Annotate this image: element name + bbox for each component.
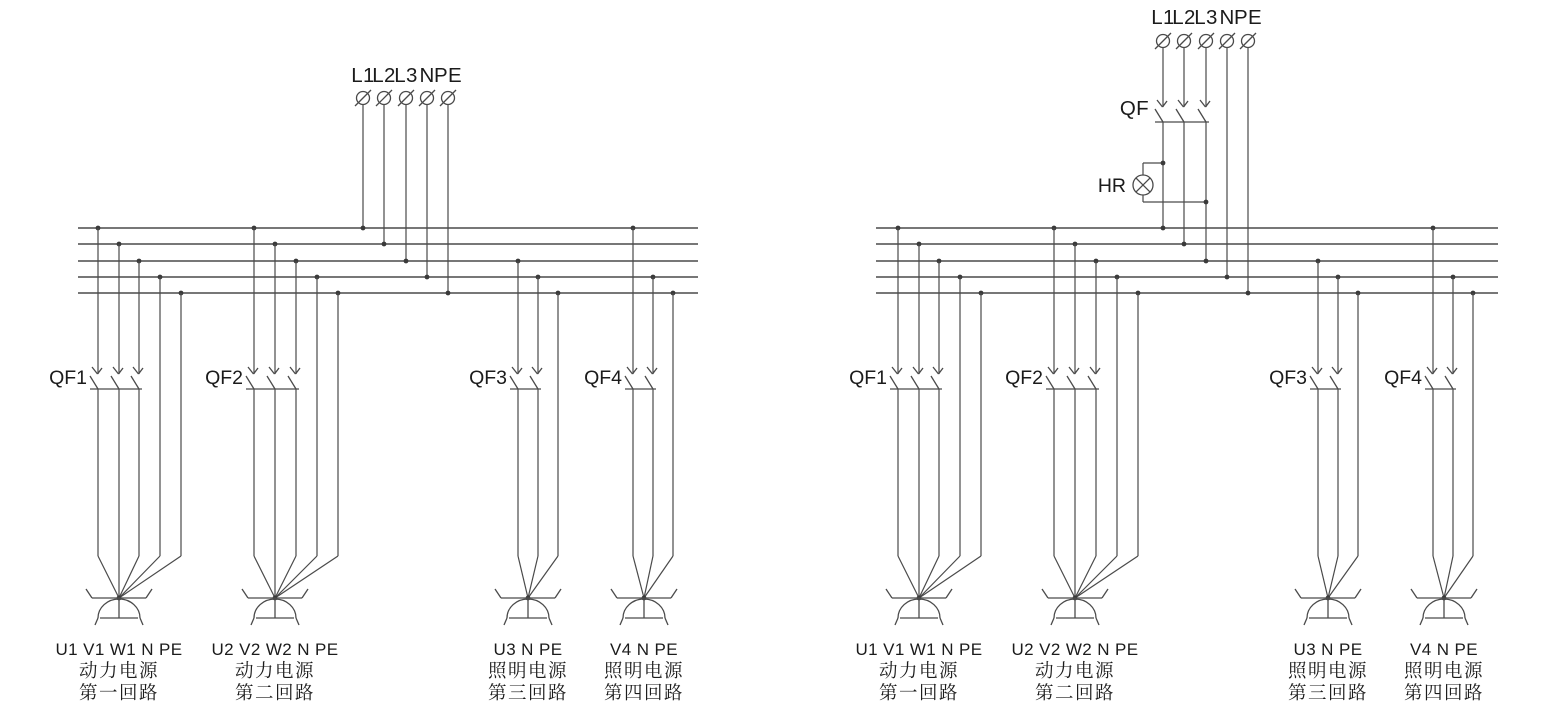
breaker-chevron-icon [933,367,939,374]
supply-terminal-icon [1176,33,1192,49]
feeder-circuit [49,226,183,703]
breaker-pole-icon [510,367,522,389]
feeder-breaker-label: QF3 [469,367,507,389]
socket-foot-icon [1465,618,1468,625]
breaker-chevron-icon [627,367,633,374]
breaker-chevron-icon [113,367,119,374]
feeder-taper-wire [254,556,275,598]
breaker-blade-icon [1046,376,1054,389]
junction-dot [382,242,387,247]
feeder-circuit [469,259,568,703]
breaker-chevron-icon [647,367,653,374]
socket-foot-icon [140,618,143,625]
breaker-blade-icon [90,376,98,389]
breaker-blade-icon [131,376,139,389]
output-terminals-label: U2 V2 W2 N PE [1011,640,1139,659]
breaker-chevron-icon [532,367,538,374]
feeder-breaker-label: QF4 [1384,367,1422,389]
socket-foot-icon [1304,618,1307,625]
breaker-blade-icon [645,376,653,389]
socket-wing-icon [555,589,561,598]
terminal-slash-icon [376,90,392,106]
breaker-chevron-icon [1178,100,1184,107]
supply-terminal-icon [1240,33,1256,49]
circuit-number-label: 第一回路 [78,682,160,703]
circuit-number-label: 第一回路 [878,682,960,703]
supply-terminal-icon [376,90,392,106]
indicator-lamp-icon [1133,175,1153,195]
breaker-pole-icon [645,367,657,389]
breaker-chevron-icon [1200,100,1206,107]
socket-wing-icon [611,589,617,598]
junction-dot [1225,275,1230,280]
breaker-chevron-icon [1090,367,1096,374]
breaker-pole-icon [530,367,542,389]
socket-wing-icon [495,589,501,598]
breaker-pole-icon [625,367,637,389]
socket-outlet-icon [1295,589,1361,625]
breaker-blade-icon [246,376,254,389]
breaker-blade-icon [911,376,919,389]
feeder-circuit [584,226,684,703]
socket-foot-icon [251,618,254,625]
breaker-pole-icon [890,367,902,389]
incoming-phase-label: N [419,64,435,87]
circuit-number-label: 第四回路 [603,682,685,703]
circuit-number-label: 第二回路 [1034,682,1116,703]
feeder-breaker-label: QF2 [1005,367,1043,389]
junction-dot [1161,161,1166,166]
breaker-pole-icon [1176,100,1188,122]
socket-foot-icon [549,618,552,625]
socket-wing-icon [671,589,677,598]
output-terminals-label: V4 N PE [610,640,678,659]
incoming-phase-label: L3 [394,64,418,87]
junction-dot [446,291,451,296]
breaker-chevron-icon [1427,367,1433,374]
terminal-slash-icon [398,90,414,106]
breaker-blade-icon [1088,376,1096,389]
junction-dot [1204,200,1209,205]
breaker-chevron-icon [1157,100,1163,107]
terminal-slash-icon [419,90,435,106]
feeder-taper-wire [518,556,528,598]
feeder-taper-wire [119,556,160,598]
terminal-slash-icon [1240,33,1256,49]
socket-foot-icon [95,618,98,625]
breaker-blade-icon [931,376,939,389]
breaker-blade-icon [530,376,538,389]
feeder-breaker-label: QF3 [1269,367,1307,389]
circuit-type-label: 照明电源 [487,660,569,681]
feeder-circuit [849,226,983,703]
breaker-chevron-icon [892,367,898,374]
socket-wing-icon [1042,589,1048,598]
socket-foot-icon [1349,618,1352,625]
diagram-right [849,6,1498,703]
breaker-blade-icon [1330,376,1338,389]
output-terminals-label: U3 N PE [1293,640,1363,659]
socket-wing-icon [1471,589,1477,598]
breaker-blade-icon [1445,376,1453,389]
terminal-slash-icon [1198,33,1214,49]
feeder-breaker-label: QF2 [205,367,243,389]
circuit-type-label: 照明电源 [1287,660,1369,681]
junction-dot [361,226,366,231]
breaker-chevron-icon [248,367,254,374]
socket-foot-icon [940,618,943,625]
breaker-chevron-icon [1048,367,1054,374]
socket-wing-icon [86,589,92,598]
breaker-chevron-icon [92,367,98,374]
circuit-type-label: 动力电源 [234,660,316,681]
breaker-blade-icon [510,376,518,389]
breaker-pole-icon [931,367,943,389]
circuit-number-label: 第四回路 [1403,682,1485,703]
breaker-chevron-icon [913,367,919,374]
circuit-type-label: 照明电源 [603,660,685,681]
breaker-blade-icon [890,376,898,389]
incoming-phase-label: PE [434,64,462,87]
socket-wing-icon [302,589,308,598]
socket-wing-icon [1295,589,1301,598]
feeder-breaker-label: QF1 [849,367,887,389]
socket-outlet-icon [611,589,677,625]
junction-dot [1161,226,1166,231]
feeder-taper-wire [275,556,317,598]
output-terminals-label: U1 V1 W1 N PE [855,640,983,659]
feeder-taper-wire [1433,556,1444,598]
indicator-lamp-label: HR [1097,175,1126,197]
junction-dot [404,259,409,264]
breaker-pole-icon [1445,367,1457,389]
feeder-circuit [205,226,340,703]
feeder-circuit [1269,259,1368,703]
breaker-chevron-icon [133,367,139,374]
circuit-number-label: 第三回路 [1287,682,1369,703]
socket-foot-icon [895,618,898,625]
feeder-taper-wire [1318,556,1328,598]
supply-terminal-icon [355,90,371,106]
junction-dot [1182,242,1187,247]
circuit-number-label: 第二回路 [234,682,316,703]
breaker-blade-icon [288,376,296,389]
breaker-blade-icon [1176,109,1184,122]
socket-wing-icon [1411,589,1417,598]
circuit-type-label: 动力电源 [78,660,160,681]
incoming-phase-label: PE [1234,6,1262,29]
junction-dot [1204,259,1209,264]
feeder-taper-wire [1075,556,1117,598]
breaker-pole-icon [1046,367,1058,389]
socket-foot-icon [1096,618,1099,625]
output-terminals-label: U3 N PE [493,640,563,659]
breaker-pole-icon [1067,367,1079,389]
feeder-circuit [1005,226,1140,703]
socket-outlet-icon [1411,589,1477,625]
circuit-type-label: 照明电源 [1403,660,1485,681]
feeder-taper-wire [919,556,960,598]
socket-wing-icon [886,589,892,598]
breaker-pole-icon [1425,367,1437,389]
supply-terminal-icon [1198,33,1214,49]
socket-foot-icon [1420,618,1423,625]
circuit-number-label: 第三回路 [487,682,569,703]
breaker-pole-icon [111,367,123,389]
supply-terminal-icon [419,90,435,106]
terminal-slash-icon [1155,33,1171,49]
breaker-chevron-icon [290,367,296,374]
breaker-chevron-icon [269,367,275,374]
socket-outlet-icon [495,589,561,625]
feeder-breaker-label: QF4 [584,367,622,389]
supply-terminal-icon [398,90,414,106]
breaker-blade-icon [267,376,275,389]
breaker-pole-icon [288,367,300,389]
circuit-type-label: 动力电源 [1034,660,1116,681]
breaker-pole-icon [131,367,143,389]
socket-wing-icon [1102,589,1108,598]
supply-terminal-icon [1219,33,1235,49]
supply-terminal-icon [1155,33,1171,49]
breaker-pole-icon [1155,100,1167,122]
breaker-pole-icon [1088,367,1100,389]
breaker-pole-icon [90,367,102,389]
terminal-slash-icon [355,90,371,106]
output-terminals-label: U2 V2 W2 N PE [211,640,339,659]
breaker-blade-icon [1155,109,1163,122]
main-breaker-label: QF [1119,97,1149,120]
breaker-chevron-icon [1332,367,1338,374]
incoming-phase-label: L1 [351,64,375,87]
terminal-slash-icon [1219,33,1235,49]
breaker-pole-icon [267,367,279,389]
socket-wing-icon [946,589,952,598]
breaker-chevron-icon [1069,367,1075,374]
breaker-pole-icon [1310,367,1322,389]
feeder-circuit [1384,226,1484,703]
incoming-phase-label: N [1219,6,1235,29]
breaker-pole-icon [1198,100,1210,122]
feeder-breaker-label: QF1 [49,367,87,389]
diagram-left [49,64,698,703]
output-terminals-label: U1 V1 W1 N PE [55,640,183,659]
junction-dot [1246,291,1251,296]
incoming-phase-label: L3 [1194,6,1218,29]
breaker-blade-icon [1198,109,1206,122]
supply-terminal-icon [440,90,456,106]
socket-foot-icon [296,618,299,625]
breaker-blade-icon [625,376,633,389]
breaker-pole-icon [1330,367,1342,389]
feeder-taper-wire [898,556,919,598]
socket-wing-icon [1355,589,1361,598]
breaker-pole-icon [911,367,923,389]
socket-foot-icon [504,618,507,625]
breaker-blade-icon [1067,376,1075,389]
socket-foot-icon [1051,618,1054,625]
breaker-chevron-icon [1312,367,1318,374]
breaker-blade-icon [111,376,119,389]
incoming-phase-label: L1 [1151,6,1175,29]
junction-dot [425,275,430,280]
terminal-slash-icon [440,90,456,106]
breaker-blade-icon [1310,376,1318,389]
feeder-taper-wire [98,556,119,598]
socket-wing-icon [242,589,248,598]
breaker-blade-icon [1425,376,1433,389]
output-terminals-label: V4 N PE [1410,640,1478,659]
incoming-phase-label: L2 [372,64,396,87]
circuit-type-label: 动力电源 [878,660,960,681]
socket-wing-icon [146,589,152,598]
breaker-pole-icon [246,367,258,389]
socket-foot-icon [620,618,623,625]
feeder-taper-wire [633,556,644,598]
incoming-phase-label: L2 [1172,6,1196,29]
feeder-taper-wire [1054,556,1075,598]
breaker-chevron-icon [512,367,518,374]
socket-foot-icon [665,618,668,625]
breaker-chevron-icon [1447,367,1453,374]
terminal-slash-icon [1176,33,1192,49]
